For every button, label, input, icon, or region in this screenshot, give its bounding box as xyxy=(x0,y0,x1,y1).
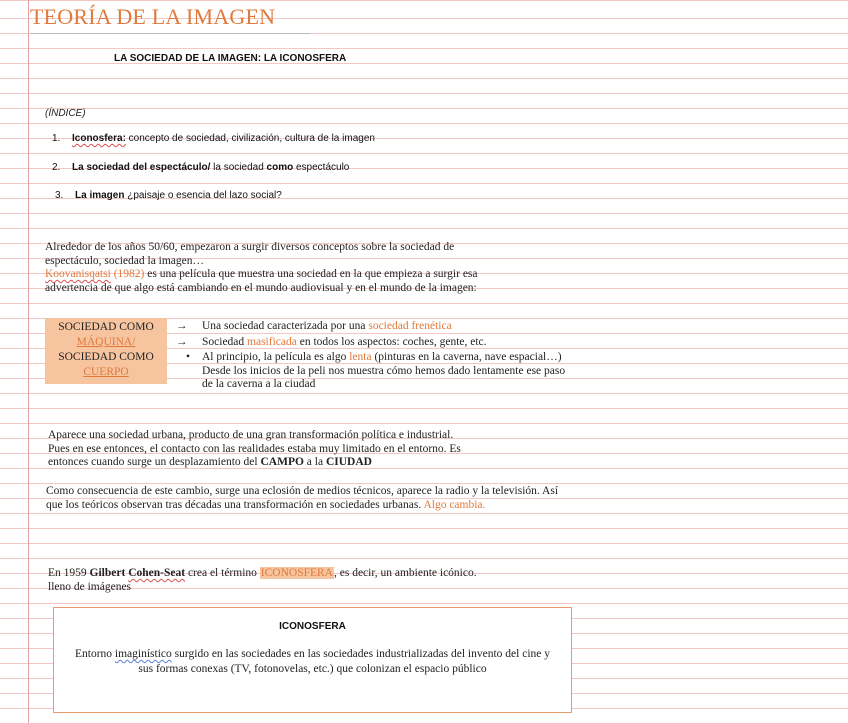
definition-heading: ICONOSFERA xyxy=(279,621,346,632)
bullet-list xyxy=(176,320,576,394)
title-block xyxy=(30,4,310,34)
iconosfera-term: ICONOSFERA xyxy=(260,567,333,579)
film-title: Koovanisqatsi xyxy=(45,268,111,280)
document-subtitle: LA SOCIEDAD DE LA IMAGEN: LA ICONOSFERA xyxy=(114,53,347,64)
index-item-3: 3. La imagen ¿paisaje o esencia del lazo social? xyxy=(55,190,282,201)
iconosfera-definition-box xyxy=(53,607,572,713)
document-title: TEORÍA DE LA IMAGEN xyxy=(30,4,276,29)
definition-body: Entorno imaginístico surgido en las sociedades en las sociedades industrializadas del invento del cine y sus formas conexas (TV, fotonovelas, etc.) que colonizan el espacio público xyxy=(74,648,551,675)
index-item-1: 1. Iconosfera: concepto de sociedad, civilización, cultura de la imagen xyxy=(52,133,375,144)
margin-line xyxy=(28,0,29,723)
intro-paragraph: Alrededor de los años 50/60, empezaron a surgir diversos conceptos sobre la sociedad de espectáculo, sociedad la imagen… Koovanisqatsi (1982) es una película que muestra una sociedad en la que empieza a surgir esa advertencia de que algo está cambiando en el mundo audiovisual y en el mundo de la imagen: xyxy=(45,241,478,294)
film-year: (1982) xyxy=(113,268,145,280)
arrow-icon: → xyxy=(176,320,188,332)
society-highlight-box: SOCIEDAD COMO MÁQUINA/ SOCIEDAD COMO CUERPO xyxy=(45,318,167,384)
arrow-icon: → xyxy=(176,335,188,348)
bullet-item: • Al principio, la película es algo lenta (pinturas en la caverna, nave espacial…) Desde los inicios de la peli nos muestra cómo hemos dado lentamente ese paso de la caverna a la ciudad xyxy=(186,351,566,390)
urban-paragraph: Aparece una sociedad urbana, producto de una gran transformación política e industrial. Pues en ese entonces, el contacto con las realidades estaba muy limitado en el entorno. Es entonces cuando surge un desplazamiento del CAMPO a la CIUDAD xyxy=(48,429,461,468)
bullet-item: → Sociedad masificada en todos los aspectos: coches, gente, etc. xyxy=(176,335,487,348)
bullet-dot-icon: • xyxy=(186,351,191,363)
media-paragraph: Como consecuencia de este cambio, surge una eclosión de medios técnicos, aparece la radio y la televisión. Así que los teóricos observan tras décadas una transformación en sociedades urbanas. Algo cambia. xyxy=(46,485,559,511)
index-label: (ÍNDICE) xyxy=(45,108,86,119)
cohen-paragraph: En 1959 Gilbert Cohen-Seat crea el término ICONOSFERA, es decir, un ambiente icónico. lleno de imágenes xyxy=(48,567,477,593)
index-item-2: 2. La sociedad del espectáculo/ la sociedad como espectáculo xyxy=(52,162,350,173)
bullet-item: → Una sociedad caracterizada por una sociedad frenética xyxy=(176,320,452,332)
index-item-1-bold: Iconosfera: xyxy=(72,133,126,144)
